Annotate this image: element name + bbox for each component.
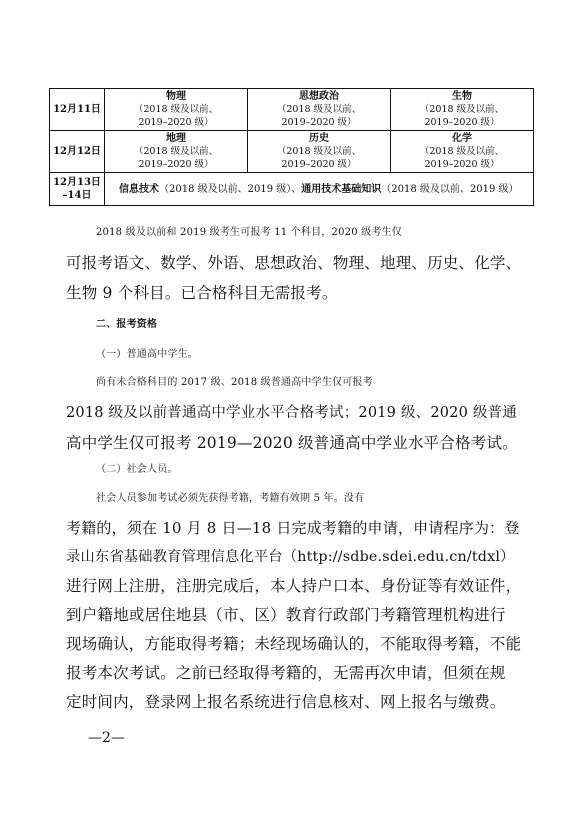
merged-subject-cell	[105, 173, 534, 206]
date-cell	[50, 173, 105, 206]
grade-line: 2019–2020 级）	[138, 159, 214, 170]
date-cell: 12月12日	[50, 131, 105, 173]
grade-line: （2018 级及以前、	[133, 104, 219, 115]
date-cell: 12月11日	[50, 89, 105, 131]
grade-line: 2019–2020 级）	[281, 117, 357, 128]
grade-line: （2018 级及以前、	[133, 146, 219, 157]
paragraph-line: 到户籍地或居住地县（市、区）教育行政部门考籍管理机构进行	[66, 606, 506, 624]
subject-name: 生物	[452, 91, 472, 102]
table-row	[50, 131, 534, 173]
section-heading: 二、报考资格	[96, 319, 158, 330]
subject-cell	[105, 89, 248, 131]
paragraph-line: 录山东省基础教育管理信息化平台（http://sdbe.sdei.edu.cn/tdxl）	[66, 549, 515, 565]
subsection-heading: （一）普通高中学生。	[96, 349, 198, 360]
paragraph-line: 高中学生仅可报考 2019—2020 级普通高中学业水平合格考试。	[66, 434, 518, 452]
subsection-heading: （二）社会人员。	[96, 464, 178, 475]
date-line: 12月13日	[53, 177, 101, 188]
date-line: –14日	[62, 190, 92, 201]
subject-name: 地理	[166, 133, 186, 144]
page-number: —2—	[88, 730, 125, 746]
grade-line: （2018 级及以前、	[419, 104, 505, 115]
paragraph-line: 考籍的，须在 10 月 8 日—18 日完成考籍的申请，申请程序为：登	[66, 519, 520, 537]
grade-line: （2018 级及以前、	[276, 146, 362, 157]
paragraph-line: 现场确认，方能取得考籍；未经现场确认的，不能取得考籍，不能	[66, 635, 522, 653]
grade-line: 2019–2020 级）	[424, 159, 500, 170]
grade-line: （2018 级及以前、	[419, 146, 505, 157]
subject-cell	[391, 89, 534, 131]
table-row	[50, 89, 534, 131]
paragraph-line: 2018 级及以前普通高中学业水平合格考试；2019 级、2020 级普通	[66, 405, 517, 421]
subject-name: 信息技术	[119, 183, 159, 195]
subject-name: 物理	[166, 91, 186, 102]
grade-line: （2018 级及以前、	[276, 104, 362, 115]
grade-line: 2019–2020 级）	[138, 117, 214, 128]
paragraph-line: 社会人员参加考试必须先获得考籍，考籍有效期 5 年。没有	[96, 493, 365, 504]
subject-name: 思想政治	[299, 91, 339, 102]
paragraph-line: 报考本次考试。之前已经取得考籍的，无需再次申请，但须在规	[66, 664, 506, 682]
paragraph-line: 定时间内，登录网上报名系统进行信息核对、网上报名与缴费。	[66, 693, 506, 711]
paragraph-line: 进行网上注册，注册完成后，本人持户口本、身份证等有效证件，	[66, 577, 522, 595]
subject-cell	[248, 89, 391, 131]
grade-line: 2019–2020 级）	[424, 117, 500, 128]
paragraph-line: 2018 级及以前和 2019 级考生可报考 11 个科目，2020 级考生仅	[96, 227, 402, 238]
paragraph-line: 尚有未合格科目的 2017 级、2018 级普通高中学生仅可报考	[96, 377, 373, 388]
grade-detail: （2018 级及以前、2019 级）、	[159, 183, 302, 195]
table-row	[50, 173, 534, 206]
exam-schedule-table	[49, 88, 534, 206]
subject-name: 历史	[309, 133, 329, 144]
subject-cell	[391, 131, 534, 173]
subject-cell	[105, 131, 248, 173]
subject-name: 通用技术基础知识	[301, 183, 382, 195]
subject-name: 化学	[452, 133, 472, 144]
paragraph-line: 生物 9 个科目。已合格科目无需报考。	[66, 284, 338, 302]
grade-detail: （2018 级及以前、2019 级）	[381, 183, 519, 195]
grade-line: 2019–2020 级）	[281, 159, 357, 170]
subject-cell	[248, 131, 391, 173]
paragraph-line: 可报考语文、数学、外语、思想政治、物理、地理、历史、化学、	[66, 254, 522, 272]
